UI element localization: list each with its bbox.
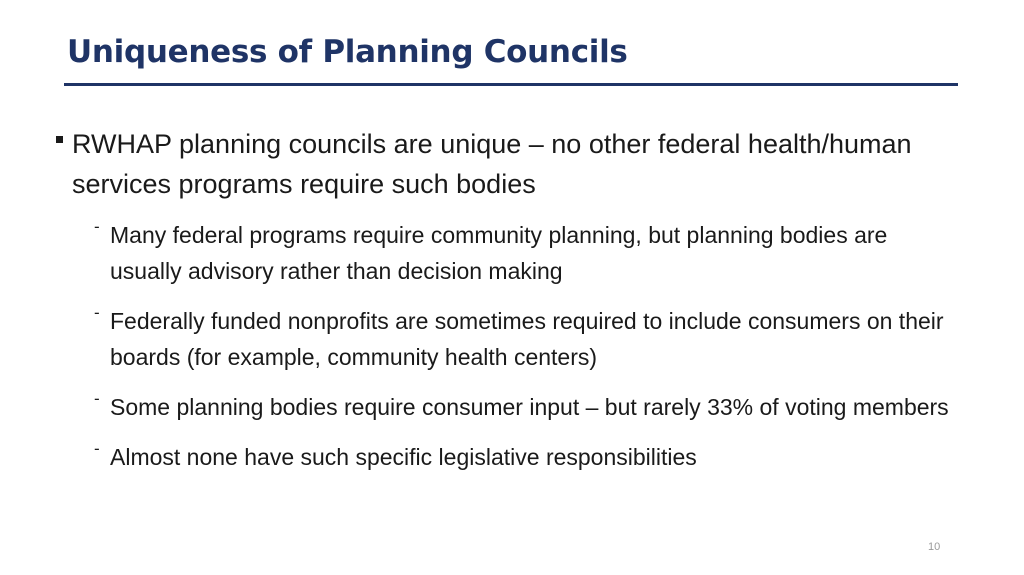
dash-bullet-icon: - (94, 217, 100, 236)
sub-bullet-text: Many federal programs require community planning, but planning bodies are usually advisory rather than decision making (110, 222, 888, 284)
sub-bullet-list (56, 217, 956, 475)
title-underline-rule (64, 83, 958, 86)
main-bullet-text: RWHAP planning councils are unique – no other federal health/human services programs require such bodies (72, 129, 912, 199)
dash-bullet-icon: - (94, 439, 100, 458)
sub-bullet-text: Federally funded nonprofits are sometimes required to include consumers on their boards (for example, community health centers) (110, 308, 944, 370)
slide-title: Uniqueness of Planning Councils (67, 34, 628, 70)
slide-content (56, 124, 956, 489)
dash-bullet-icon: - (94, 389, 100, 408)
square-bullet-icon (56, 136, 63, 143)
sub-bullet-text: Almost none have such specific legislative responsibilities (110, 444, 697, 470)
sub-bullet (94, 217, 956, 289)
sub-bullet (94, 439, 956, 475)
page-number: 10 (928, 541, 941, 553)
sub-bullet (94, 303, 956, 375)
dash-bullet-icon: - (94, 303, 100, 322)
main-bullet (56, 124, 956, 204)
sub-bullet-text: Some planning bodies require consumer input – but rarely 33% of voting members (110, 394, 949, 420)
sub-bullet (94, 389, 956, 425)
